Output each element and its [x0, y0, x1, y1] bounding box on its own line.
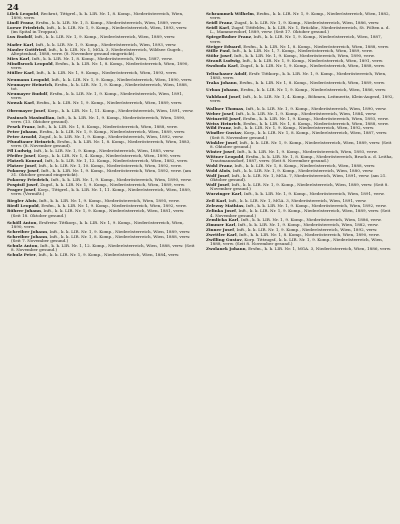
- entry-name: Mauler Gottfried: [7, 46, 46, 52]
- entry-name: Pospisil Josef: [7, 181, 38, 187]
- entry-details: , Inft., k. k. LIR. Nr. 1, 9. Komp., Niederösterreich, Wien, 1893, verw.: [33, 41, 177, 47]
- entry-name: Seidl Franz: [206, 20, 232, 26]
- entry-details: , Zugsf., k. k. LIR. Nr. 1, 9. Komp., Niederösterreich, Wien, 1889, verw.: [37, 181, 186, 187]
- entry-details: , Inft., k. k. LIR. Nr. 1, 9. Komp., Niederösterreich, Wien, 1889, verw.: [32, 34, 176, 40]
- entry-name: Urban Johann: [206, 86, 238, 92]
- entry-details: , Zugsf., k. k. LIR. Nr. 1, 9. Komp., Niederösterreich, Wien, 1886, verw.: [231, 20, 380, 26]
- entry-details: , Reckrut, Tittgrel., k. k. LIR. Nr. 1, 8. Komp., Niederösterreich, Wien, 1890, verw.: [11, 11, 184, 21]
- page-number: 24: [7, 3, 19, 13]
- entry-details: , Ersfm., k. k. LIR. Nr. 1, 8. Komp., Niederösterreich, Wien, 1888, verw.: [240, 43, 390, 49]
- list-entry: [7, 209, 195, 218]
- entry-name: Stöhr Josef: [206, 53, 232, 59]
- left-column: [7, 12, 195, 258]
- entry-name: Wolf Josef: [206, 172, 230, 178]
- entry-details: , Inft., k. k. LIR. Nr. 1, 8. Komp., Niederösterreich, Wien, 1888, verw. (Seit 7. November gesund.): [11, 233, 191, 244]
- list-entry: [7, 109, 195, 113]
- entry-details: , Korp., k. k. LIR. Nr. 1, 4. Komp., Niederösterreich, Wien, 1890, verw.: [35, 153, 182, 158]
- list-entry: [206, 192, 394, 196]
- entry-name: Lilek Leopold: [7, 11, 39, 16]
- entry-details: , Inft., k. k. LIR. Nr. 1, 8. Komp., Niederösterreich, Wien, 1890, verw.: [236, 232, 380, 238]
- entry-name: Wolf Josef: [206, 181, 230, 187]
- entry-details: , Inft., k. k. LIR. Nr. 1, 9. Komp., Niederösterreich, Wien, 1890, verw.: [231, 53, 375, 59]
- list-entry: [206, 64, 394, 68]
- entry-name: Wild Franz: [206, 125, 231, 131]
- entry-details: , Inft., k. k. LIR. Nr. 1, 9. Komp., Niederösterreich, Wien, 1892, verw.: [230, 125, 375, 131]
- entry-name: Schreiber Johann: [7, 228, 48, 234]
- entry-name: Zwettler Karl: [206, 232, 237, 238]
- entry-name: Prager Josef: [7, 186, 36, 192]
- entry-details: , Ersfm., k. k. LIR. Nr. 1, 9. Komp., Niederösterreich, Wien, 1891, verw.: [11, 91, 184, 101]
- entry-name: Swoboda Karl: [206, 63, 238, 69]
- entry-name: Rührer Johann: [7, 208, 41, 214]
- entry-details: , Ersfm., k. k. LIR. Nr. 1, 9. Komp., Niederösterreich, Wien, 1892, verw.: [38, 203, 187, 209]
- entry-name: Wurzinger Karl: [206, 191, 242, 197]
- entry-name: Schreiber Johann: [7, 233, 48, 239]
- entry-name: Wittner Leopold: [206, 153, 244, 159]
- entry-name: Stille Paul: [206, 48, 230, 54]
- entry-details: , Korp., k. k. LIR. Nr. 1, 8. Komp., Niederösterreich, Wien, 1887, verw. (Seit 8. November gesund.): [210, 130, 388, 140]
- entry-details: , Inft., k. k. LIR. Nr. 1, 9. Komp., Niederösterreich, Wien, 1886, verw.: [238, 217, 382, 223]
- entry-details: , Ersfm., k. k. LIR. Nr. 1, 8. Komp., Niederösterreich, Wien, 1889, verw.: [236, 79, 386, 85]
- entry-name: Obermayer Josef: [7, 107, 46, 113]
- entry-name: Zwolanek Johann: [206, 246, 246, 252]
- entry-details: , Ersfm., k. k. LIR. Nr. 1, 9. Komp., Niederösterreich, Wien, 1888, tot.: [11, 82, 189, 92]
- entry-details: , Inft., k. k. LIR. Nr. 1, 9. Komp., Niederösterreich, Wien, 1890, verw.: [48, 77, 193, 83]
- entry-details: , Korp., k. k. LIR. Nr. 1, 11. Komp., Niederösterreich, Wien, 1891, verw.: [45, 107, 194, 113]
- entry-name: Teltschauer Adolf: [206, 70, 247, 76]
- entry-name: Pesek Franz: [7, 124, 35, 130]
- entry-details: , Ersfm., k. k. LIR. Nr. 1, 9. Komp., Niederösterreich, Wien, 1886, verw.: [237, 86, 387, 92]
- entry-details: , Inft., k. k. LIR. Nr. 1, 9. Komp., Niederösterreich, Wien, 1893, verw.: [234, 148, 378, 154]
- entry-details: , Inft., k. k. LIR. Nr. 1, 9. Komp., Niederösterreich, Wien, 1889, verw. (Seit 8. Oktober gesund.): [210, 139, 392, 149]
- entry-details: , Inft., k. k. LIR. Nr. 1, 9. Komp., Niederösterreich, Wien, 1892, verw.: [234, 227, 378, 233]
- entry-details: , Inft., k. k. LIR. Nr. 1, 9. Komp., Niederösterreich, Wien, 1892, verw. (am 31. Oktober gesund eingerückt).: [11, 167, 192, 178]
- entry-name: Pokorny Friedrich: [7, 177, 49, 182]
- entry-details: , Ersfm., k. k. LIR. Nr. 1, 8. Komp., Niederösterreich, Wien, 1890, verw.: [11, 60, 189, 70]
- entry-name: Mies Karl: [7, 55, 30, 61]
- entry-name: Nowak Karl: [7, 100, 34, 106]
- entry-details: , Ersfm., k. k. LIR. Nr. 1, 9. Komp., Niederösterreich, Wien, 1889, verw.: [36, 129, 186, 134]
- entry-details: , Ersfm., k. k. LIR. Nr. 1, 8. Komp., Niederösterreich, Bruck a. d. Leitha, Trautmannsdorf, 1887, verw. (Seit 8. November gesund.): [210, 153, 393, 163]
- entry-name: Winkler Josef: [206, 139, 237, 145]
- entry-name: Pfundtauer Heinrich: [7, 138, 55, 144]
- list-entry: [206, 95, 394, 104]
- entry-details: , Ersfreiw. Tittkorp., k. k. LIR. Nr. 1, 9. Komp., Niederösterreich, Wien, 1890, verw.: [11, 219, 184, 229]
- entry-details: , Inft., k. k. LIR. Nr. 1, 9. Komp., Niederösterreich, Wien, 1880, verw.: [230, 167, 374, 173]
- entry-details: , Inft., k. k. LIR. Nr. 1, MGA. 3, Niederösterreich, Wien, 1891, verw.: [226, 198, 367, 204]
- entry-name: Neumayer Heinrich: [7, 82, 53, 87]
- entry-details: , Inft., k. k. LIR. Nr. 1, 9. Komp., Niederösterreich, Wien, 1889, verw.: [47, 228, 191, 234]
- list-entry: [7, 35, 195, 39]
- entry-details: , Ersfm., k. k. LIR. Nr. 1, 6. Komp., Niederösterreich, Wien, 1888, verw.: [240, 120, 389, 126]
- entry-name: Pokorny Josef: [7, 167, 39, 173]
- entry-details: , Inft., k. k. LIR. Nr. 1, 12. Komp., Niederösterreich, Wien, 1888, verw. (Seit 8. November gesund.): [11, 243, 195, 253]
- entry-name: Weiss Heinrich: [206, 120, 241, 126]
- entry-name: Steiger Eduard: [206, 43, 241, 49]
- entry-details: , Zugsf., k. k. LIR. Nr. 1, 9. Komp., Niederösterreich, Wien, 1892, verw.: [36, 133, 184, 139]
- entry-details: , Inft., k. k. LIR. Nr. 1, 9. Komp., Niederösterreich, Wien, 1884, verw.: [233, 110, 377, 116]
- entry-name: Wohl Franz: [206, 162, 232, 168]
- list-entry: [7, 101, 195, 105]
- entry-name: Peter Johann: [7, 129, 37, 134]
- entry-details: , Ersfm., k. k. LIR. Nr. 1, 5. Komp., Niederösterreich, Wien, 1889, verw.: [33, 20, 182, 26]
- entry-name: Zelinka Josef: [206, 208, 236, 214]
- entry-name: Wold Alois: [206, 167, 231, 173]
- entry-details: , Inft., k. k. LIR. Nr. 1, 9. Komp., Niederösterreich, Wien, 1890, verw. (13. Oktober gesund).: [11, 114, 186, 125]
- entry-name: Zinner Josef: [206, 227, 235, 233]
- entry-details: , Inft., k. k. LIR. Nr. 1, 9. Komp., Niederösterreich, Wien, 1895, verw.: [36, 198, 180, 204]
- entry-name: Schulz Peter: [7, 252, 36, 258]
- entry-details: , Inft., k. k. LIR. Nr. 1, 9. Komp., Niederösterreich, Wien, 1889, verw. (Seit 4. November gesund.): [210, 208, 391, 218]
- entry-name: Windler Gustav: [206, 130, 242, 136]
- entry-name: Zwilling Gustav: [206, 237, 242, 243]
- entry-name: Lindl Franz: [7, 20, 34, 26]
- entry-name: Strauß Ludwig: [206, 58, 240, 64]
- entry-details: , Inft., k. k. LIR. Nr. 1, 8. Komp., Niederösterreich, Wien, 1887, verw.: [29, 55, 173, 61]
- entry-details: , Inft., k. k. LIR. Nr. 1, 9. Komp., Niederösterreich, Wien, 1882, verw.: [235, 222, 379, 228]
- entry-name: Loewe Friedrich: [7, 25, 44, 31]
- entry-name: Riedl Leopold: [7, 203, 39, 209]
- list-entry: [206, 88, 394, 92]
- entry-name: Zimmer Karl: [206, 222, 236, 228]
- entry-details: , Inft., k. k. LIR. Nr. 1, 9. Komp., Niederösterreich, Wien, 1891, verw.: [239, 58, 384, 64]
- entry-details: , Inft., k. k. LIR. Nr. 1, 9. Komp., Niederösterreich, Wien, 1893, verw.: [33, 69, 178, 75]
- right-column: [206, 12, 394, 252]
- list-entry: [206, 81, 394, 85]
- entry-details: , Inft., k. k. LIR. Nr. 1, MGA. 7, Niederösterreich, Wien, 1891, verw. (am 21. Oktober gesund).: [210, 172, 387, 182]
- entry-details: , Inft., k. k. LIR. Nr. 1, 8. Komp., Niederösterreich, Wien, 1888, verw.: [34, 124, 178, 130]
- entry-details: , Inft., k. k. LIR. Nr. 1, 7. Komp., Niederösterreich, Wien, 1889, verw.: [229, 48, 373, 54]
- entry-name: Weber Josef: [206, 110, 234, 116]
- entry-name: Weinzettl Josef: [206, 115, 241, 121]
- entry-name: Zemlicka Karl: [206, 217, 239, 223]
- entry-details: , Ersfm., k. k. LIR. Nr. 1, MGA. 3, Niederösterreich, Wien, 1886, verw.: [245, 246, 392, 252]
- entry-name: Zeil Karl: [206, 198, 227, 204]
- entry-name: Schrammek Wilhelm: [206, 11, 254, 16]
- list-entry: [206, 247, 394, 251]
- entry-name: Riegler Alois: [7, 198, 37, 204]
- entry-name: Schulz Anton: [7, 243, 38, 249]
- entry-name: Spiegelhuber Franz: [206, 34, 251, 40]
- entry-name: Peter Arnold: [7, 133, 37, 139]
- entry-name: Winter Josef: [206, 148, 235, 154]
- entry-details: , Inft., k. k. LIR. Nr. 1, 9. Komp., Niederösterreich, Wien, 1887, verw.: [210, 34, 382, 44]
- entry-name: Platzer Josef: [7, 162, 37, 168]
- entry-details: , Zugsf. Tittfeldw., k. k. LIR. Nr. 1, Brückbr., Niederösterreich, St. Pölten a. d. L., Mammersdorf, 1889, verw. (Seit 17. Oktober gesund.): [210, 25, 390, 35]
- entry-name: Schöll Anton: [7, 219, 37, 225]
- list-entry: [7, 188, 195, 197]
- entry-details: , Inft., k. k. LIR. Nr. 1, 9. Komp., Niederösterreich, Wien, 1884, verw.: [35, 252, 180, 258]
- entry-name: Neumann Leopold: [7, 77, 49, 83]
- entry-details: , Korp., Tittgrel., k. k. LIR. Nr. 1, 11. Komp., Niederösterreich, Wien, 1889, verw. (Vermißt.): [11, 186, 191, 197]
- entry-name: Pfeifer Josef: [7, 153, 36, 158]
- entry-name: Zelezny Mathias: [206, 203, 244, 209]
- entry-details: , Inft., k. k. LIR. Nr. 1, 9. Komp., Niederösterreich, Wien, 1892, verw.: [243, 203, 387, 209]
- entry-details: , Inft., k. k. LIR. Nr. 1, 10. Komp., Niederösterreich, Wien, 1892, verw.: [36, 162, 182, 168]
- entry-name: Platzek Konrad: [7, 157, 43, 163]
- entry-details: , Inft., k. k. LIR. Nr. 1, 12. Komp., Niederösterreich, Wien, 1882, verw.: [42, 157, 189, 163]
- entry-details: , Inft., k. k. LIR. Nr. 1, 4. Komp., Böhmen, Leitmeritz, Klein-Augezd, 1892, verw.: [210, 94, 394, 104]
- entry-details: , Inft., k. k. LIR. Nr. 1, 9. Komp., Niederösterreich, Wien, 1891, verw.: [241, 191, 385, 197]
- list-entry: [7, 71, 195, 75]
- entry-name: Traka Johann: [206, 79, 237, 85]
- entry-details: , Ersfm., k. k. LIR. Nr. 1, 8. Komp., Niederösterreich, Wien, 1883, verw. (8. November gesund).: [11, 138, 191, 149]
- entry-name: Lux Rudolf: [7, 34, 33, 40]
- entry-name: Mindlsrock Leopold: [7, 60, 53, 66]
- entry-details: , Inft., k. k. LIR. Nr. 1, 9. Komp., Niederösterreich, Wien, 1885, verw.: [31, 148, 175, 154]
- entry-name: Seidl Karl: [206, 25, 229, 31]
- entry-details: , Inft., k. k. LIR. Nr. 1, 9. Komp., Niederösterreich, Wien, 1890, verw.: [48, 177, 192, 182]
- entry-details: , Inft., k. k. LIR. Nr. 1, 9. Komp., Niederösterreich, Wien, 1893, verw. (im Spital in Troppau).: [11, 25, 188, 35]
- entry-name: Mader Karl: [7, 41, 34, 47]
- entry-details: , Inft., k. k. LIR. Nr. 1, 9. Komp., Niederösterreich, Wien, 1889, verw. (Seit 8. November gesund.): [210, 181, 389, 192]
- entry-details: , Korp. Tittzugsf., k. k. LIR. Nr. 1, 9. Komp., Niederösterreich, Wien, 1888, verw. (Seit 8. November gesund.): [210, 237, 384, 247]
- entry-name: Pasinsch Maximilian: [7, 114, 55, 120]
- entry-details: , Ersfr. Tittkorp., k. k. LIR. Nr. 1, 9. Komp., Niederösterreich, Wien, 1885, verw.: [210, 70, 387, 80]
- entry-name: Pfl Ludwig: [7, 148, 32, 154]
- entry-details: , Ersfm., k. k. LIR. Nr. 1, 9. Komp., Niederösterreich, Wien, 1889, verw.: [33, 100, 183, 106]
- entry-details: , Inft., k. k. LIR. Nr. 1, 9. Komp., Niederösterreich, Wien, 1890, verw.: [243, 105, 387, 111]
- entry-details: , Inft., k. k. LIR. Nr. 1, 9. Komp., Niederösterreich, Wien, 1881, verw. (Seit 18. Oktober gesund.): [11, 208, 185, 218]
- entry-name: Wallner Thomas: [206, 105, 244, 111]
- entry-details: , Zugsf., k. k. LIR. Nr. 1, 9. Komp., Niederösterreich, Wien, 1888, verw.: [237, 63, 386, 69]
- entry-details: , Inft., k. k. LIR. Nr. 1, 8. Komp., Niederösterreich, Wien, 1888, verw.: [231, 162, 376, 168]
- entry-details: , Inft., k. k. LIR. Nr. 1, MGA. 3, Niederösterreich, Wildsee Gugeb., Alteptenbad, 1888, verw. (8. November gesund eingerückt).: [11, 46, 184, 56]
- entry-name: Neumayer Rudolf: [7, 91, 48, 97]
- entry-details: , Ersfm., k. k. LIR. Nr. 1, 9. Komp., Niederösterreich, Wien, 1882, verw.: [210, 11, 390, 21]
- entry-details: , Ersfm., k. k. LIR. Nr. 1, 9. Komp., Niederösterreich, Wien, 1893, verw.: [240, 115, 389, 121]
- entry-name: Vahldand Josef: [206, 94, 241, 100]
- entry-name: Müller Karl: [7, 69, 34, 75]
- list-entry: [7, 253, 195, 257]
